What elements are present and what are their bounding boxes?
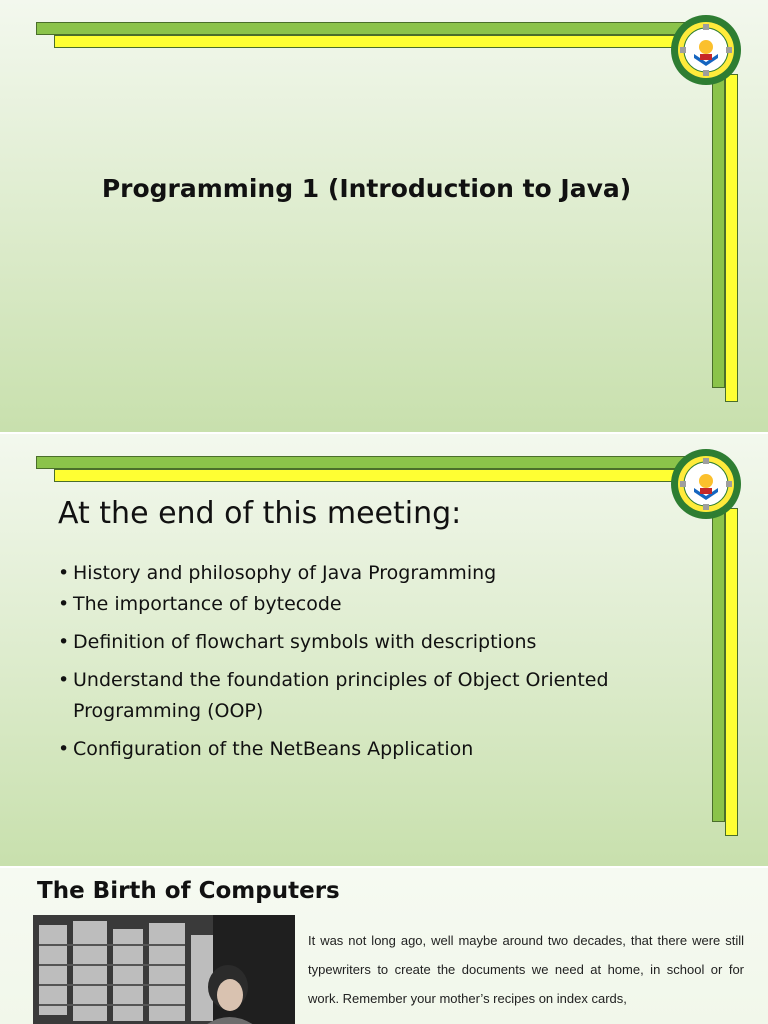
slide-title [0, 0, 768, 432]
decorative-bar-green-horizontal [36, 456, 720, 469]
list-item: • Configuration of the NetBeans Application [58, 734, 678, 765]
decorative-bar-green-vertical [712, 494, 725, 822]
decorative-bar-green-vertical [712, 60, 725, 388]
slide-title-text: Programming 1 (Introduction to Java) [101, 174, 632, 203]
objectives-list [58, 558, 678, 765]
decorative-bar-yellow-vertical [725, 74, 738, 402]
school-seal-icon [670, 14, 742, 86]
school-seal-icon [670, 448, 742, 520]
slide-heading: At the end of this meeting: [58, 496, 462, 531]
list-item: • Understand the foundation principles of Object Oriented Programming (OOP) [58, 665, 678, 727]
decorative-bar-green-horizontal [36, 22, 720, 35]
list-item: • The importance of bytecode [58, 589, 678, 620]
list-item: • Definition of flowchart symbols with descriptions [58, 627, 678, 658]
slide-birth-of-computers [0, 868, 768, 1024]
slide-heading: The Birth of Computers [37, 878, 340, 904]
paragraph-text: It was not long ago, well maybe around two decades, that there were still typewriters to create the documents we need at home, in school or for work. Remember your mother’s recipes on index cards, [308, 933, 744, 1006]
decorative-bar-yellow-horizontal [54, 469, 716, 482]
decorative-bar-yellow-horizontal [54, 35, 716, 48]
list-item: • History and philosophy of Java Programming [58, 558, 678, 589]
decorative-bar-yellow-vertical [725, 508, 738, 836]
slide-objectives [0, 434, 768, 866]
historic-computer-photo [33, 915, 295, 1024]
